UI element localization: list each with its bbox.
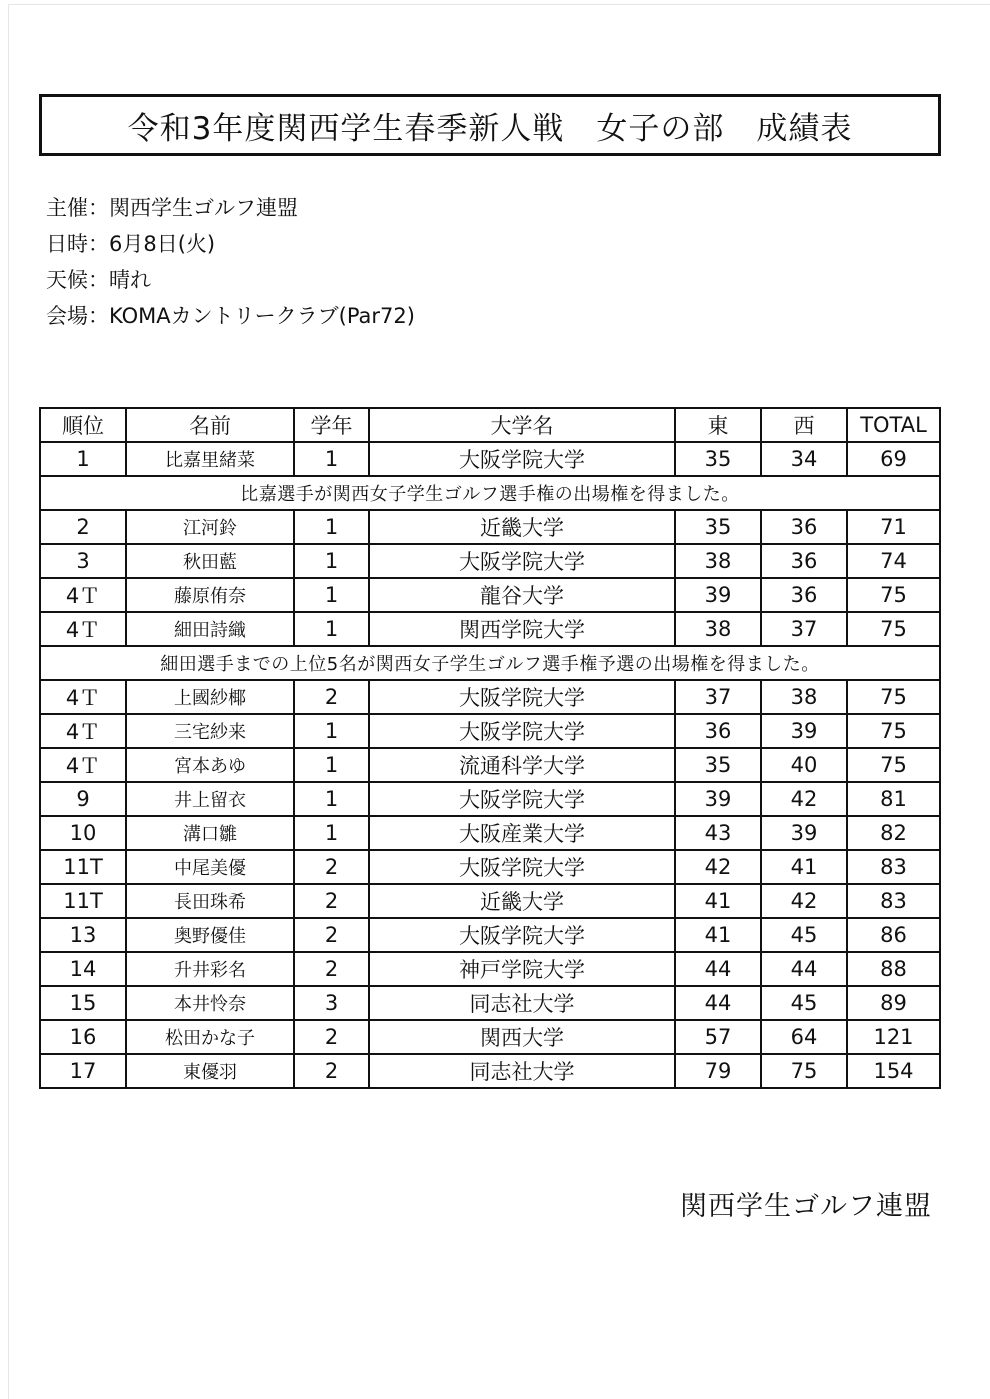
cell-total: 75: [847, 748, 940, 782]
cell-grade: 1: [294, 544, 369, 578]
header-total: TOTAL: [847, 408, 940, 442]
table-header-row: [40, 408, 940, 442]
cell-total: 74: [847, 544, 940, 578]
cell-grade: 1: [294, 442, 369, 476]
cell-west: 41: [761, 850, 847, 884]
results-body: [40, 442, 940, 1088]
cell-east: 38: [675, 612, 761, 646]
cell-rank: 15: [40, 986, 126, 1020]
cell-grade: 2: [294, 850, 369, 884]
cell-west: 39: [761, 714, 847, 748]
table-row: [40, 578, 940, 612]
cell-rank: 17: [40, 1054, 126, 1088]
qualification-note: 比嘉選手が関西女子学生ゴルフ選手権の出場権を得ました。: [40, 476, 940, 510]
header-grade: 学年: [294, 408, 369, 442]
table-row: [40, 714, 940, 748]
cell-rank: 14: [40, 952, 126, 986]
table-row: [40, 1020, 940, 1054]
table-row: [40, 442, 940, 476]
cell-grade: 1: [294, 578, 369, 612]
table-row: [40, 884, 940, 918]
cell-name: 井上留衣: [126, 782, 294, 816]
cell-grade: 2: [294, 918, 369, 952]
table-row: [40, 850, 940, 884]
cell-total: 75: [847, 612, 940, 646]
document-title: 令和3年度関西学生春季新人戦 女子の部 成績表: [127, 110, 853, 147]
header-west: 西: [761, 408, 847, 442]
cell-name: 細田詩織: [126, 612, 294, 646]
table-row: [40, 680, 940, 714]
cell-total: 154: [847, 1054, 940, 1088]
cell-grade: 3: [294, 986, 369, 1020]
cell-rank: 13: [40, 918, 126, 952]
cell-name: 藤原侑奈: [126, 578, 294, 612]
cell-university: 大阪学院大学: [369, 714, 675, 748]
info-date: 日時：6月8日(火): [46, 232, 216, 256]
table-row: [40, 952, 940, 986]
cell-name: 升井彩名: [126, 952, 294, 986]
cell-name: 上國紗椰: [126, 680, 294, 714]
cell-name: 奥野優佳: [126, 918, 294, 952]
cell-west: 44: [761, 952, 847, 986]
header-rank: 順位: [40, 408, 126, 442]
cell-grade: 2: [294, 1020, 369, 1054]
cell-east: 42: [675, 850, 761, 884]
header-university: 大学名: [369, 408, 675, 442]
cell-grade: 2: [294, 1054, 369, 1088]
cell-grade: 1: [294, 816, 369, 850]
cell-university: 同志社大学: [369, 1054, 675, 1088]
cell-total: 69: [847, 442, 940, 476]
cell-east: 44: [675, 952, 761, 986]
cell-rank: 4Ｔ: [40, 612, 126, 646]
cell-total: 83: [847, 884, 940, 918]
cell-west: 36: [761, 578, 847, 612]
cell-university: 同志社大学: [369, 986, 675, 1020]
cell-east: 43: [675, 816, 761, 850]
cell-west: 38: [761, 680, 847, 714]
cell-east: 41: [675, 884, 761, 918]
cell-rank: 4Ｔ: [40, 748, 126, 782]
cell-east: 79: [675, 1054, 761, 1088]
cell-rank: 4Ｔ: [40, 680, 126, 714]
cell-name: 東優羽: [126, 1054, 294, 1088]
cell-east: 36: [675, 714, 761, 748]
cell-west: 40: [761, 748, 847, 782]
cell-name: 本井怜奈: [126, 986, 294, 1020]
info-weather: 天候：晴れ: [46, 268, 151, 292]
cell-west: 75: [761, 1054, 847, 1088]
table-row: [40, 1054, 940, 1088]
cell-grade: 2: [294, 952, 369, 986]
cell-rank: 1: [40, 442, 126, 476]
cell-name: 溝口雛: [126, 816, 294, 850]
event-info: [46, 190, 415, 334]
document-title-box: [39, 94, 941, 156]
cell-university: 大阪学院大学: [369, 782, 675, 816]
header-east: 東: [675, 408, 761, 442]
cell-university: 近畿大学: [369, 884, 675, 918]
cell-east: 35: [675, 510, 761, 544]
cell-east: 57: [675, 1020, 761, 1054]
table-row: [40, 816, 940, 850]
cell-west: 37: [761, 612, 847, 646]
cell-west: 45: [761, 918, 847, 952]
info-venue: 会場：KOMAカントリークラブ(Par72): [46, 304, 415, 328]
cell-grade: 1: [294, 612, 369, 646]
table-row: [40, 510, 940, 544]
table-note-row: [40, 476, 940, 510]
cell-name: 江河鈴: [126, 510, 294, 544]
cell-university: 大阪学院大学: [369, 850, 675, 884]
cell-university: 神戸学院大学: [369, 952, 675, 986]
cell-east: 35: [675, 748, 761, 782]
cell-university: 大阪学院大学: [369, 442, 675, 476]
cell-east: 39: [675, 782, 761, 816]
cell-rank: 11T: [40, 884, 126, 918]
cell-west: 34: [761, 442, 847, 476]
cell-grade: 1: [294, 748, 369, 782]
cell-total: 82: [847, 816, 940, 850]
cell-total: 81: [847, 782, 940, 816]
cell-total: 89: [847, 986, 940, 1020]
cell-university: 大阪学院大学: [369, 544, 675, 578]
cell-east: 39: [675, 578, 761, 612]
cell-university: 龍谷大学: [369, 578, 675, 612]
cell-university: 大阪学院大学: [369, 680, 675, 714]
cell-west: 42: [761, 782, 847, 816]
cell-total: 121: [847, 1020, 940, 1054]
cell-rank: 10: [40, 816, 126, 850]
table-row: [40, 612, 940, 646]
cell-rank: 2: [40, 510, 126, 544]
table-row: [40, 986, 940, 1020]
cell-name: 三宅紗来: [126, 714, 294, 748]
cell-total: 75: [847, 714, 940, 748]
cell-east: 38: [675, 544, 761, 578]
cell-east: 41: [675, 918, 761, 952]
cell-total: 88: [847, 952, 940, 986]
cell-grade: 2: [294, 884, 369, 918]
cell-east: 44: [675, 986, 761, 1020]
cell-university: 近畿大学: [369, 510, 675, 544]
cell-rank: 11T: [40, 850, 126, 884]
cell-rank: 3: [40, 544, 126, 578]
table-note-row: [40, 646, 940, 680]
footer-organizer: 関西学生ゴルフ連盟: [680, 1191, 932, 1222]
cell-west: 39: [761, 816, 847, 850]
cell-name: 比嘉里緒菜: [126, 442, 294, 476]
table-row: [40, 918, 940, 952]
info-organizer: 主催：関西学生ゴルフ連盟: [46, 196, 298, 220]
cell-east: 37: [675, 680, 761, 714]
cell-name: 秋田藍: [126, 544, 294, 578]
cell-name: 中尾美優: [126, 850, 294, 884]
cell-name: 長田珠希: [126, 884, 294, 918]
table-row: [40, 544, 940, 578]
cell-west: 36: [761, 544, 847, 578]
cell-rank: 4Ｔ: [40, 578, 126, 612]
results-table: [39, 407, 941, 1089]
cell-grade: 1: [294, 510, 369, 544]
header-name: 名前: [126, 408, 294, 442]
cell-west: 36: [761, 510, 847, 544]
table-row: [40, 748, 940, 782]
cell-name: 松田かな子: [126, 1020, 294, 1054]
cell-east: 35: [675, 442, 761, 476]
cell-total: 75: [847, 578, 940, 612]
cell-university: 関西学院大学: [369, 612, 675, 646]
cell-rank: 16: [40, 1020, 126, 1054]
cell-university: 関西大学: [369, 1020, 675, 1054]
cell-university: 流通科学大学: [369, 748, 675, 782]
cell-name: 宮本あゆ: [126, 748, 294, 782]
cell-grade: 1: [294, 714, 369, 748]
cell-total: 75: [847, 680, 940, 714]
cell-rank: 4Ｔ: [40, 714, 126, 748]
cell-grade: 1: [294, 782, 369, 816]
cell-west: 64: [761, 1020, 847, 1054]
cell-grade: 2: [294, 680, 369, 714]
qualification-note: 細田選手までの上位5名が関西女子学生ゴルフ選手権予選の出場権を得ました。: [40, 646, 940, 680]
cell-university: 大阪学院大学: [369, 918, 675, 952]
cell-university: 大阪産業大学: [369, 816, 675, 850]
cell-west: 42: [761, 884, 847, 918]
cell-west: 45: [761, 986, 847, 1020]
table-row: [40, 782, 940, 816]
cell-total: 71: [847, 510, 940, 544]
cell-total: 86: [847, 918, 940, 952]
cell-rank: 9: [40, 782, 126, 816]
cell-total: 83: [847, 850, 940, 884]
